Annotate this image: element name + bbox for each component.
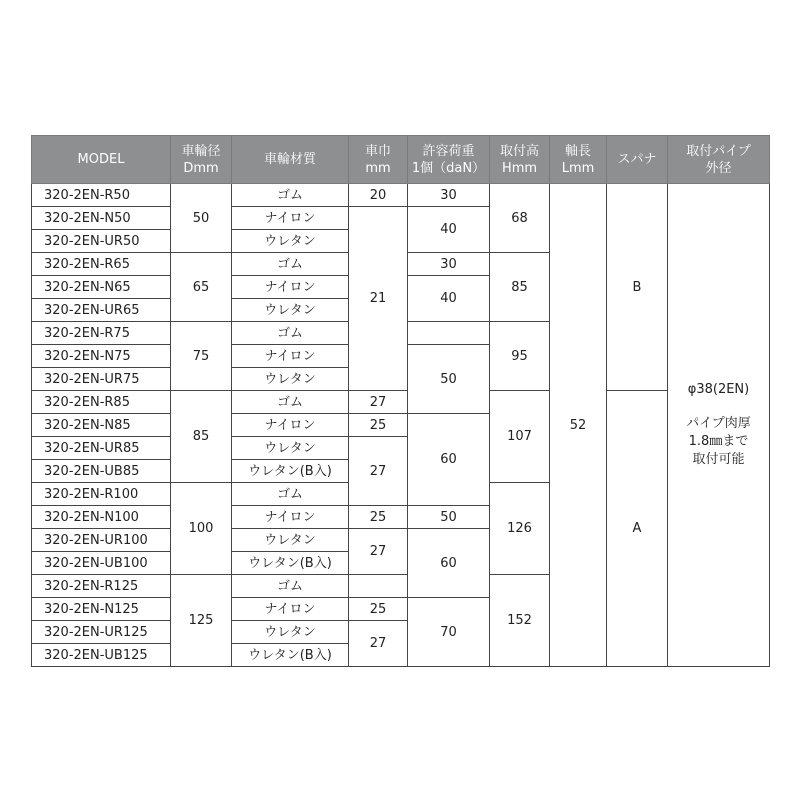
material-cell: ウレタン	[232, 529, 349, 552]
model-cell: 320-2EN-R65	[32, 253, 171, 276]
width-cell: 27	[349, 621, 408, 667]
width-cell: 27	[349, 437, 408, 506]
material-cell: ウレタン	[232, 621, 349, 644]
model-cell: 320-2EN-UR50	[32, 230, 171, 253]
load-cell: 40	[408, 207, 490, 253]
pipe-cell	[668, 184, 770, 667]
header-load: 許容荷重 1個（daN）	[408, 136, 490, 184]
diameter-cell: 125	[171, 575, 232, 667]
model-cell: 320-2EN-N75	[32, 345, 171, 368]
header-diameter: 車輪径 Dmm	[171, 136, 232, 184]
width-cell: 27	[349, 391, 408, 414]
model-cell: 320-2EN-UR100	[32, 529, 171, 552]
width-cell: 25	[349, 598, 408, 621]
height-cell: 152	[490, 575, 550, 667]
table-row	[32, 391, 770, 414]
pipe-mountable-text: 取付可能	[692, 452, 745, 467]
material-cell: ウレタン(B入)	[232, 552, 349, 575]
header-height: 取付高 Hmm	[490, 136, 550, 184]
material-cell: ナイロン	[232, 598, 349, 621]
height-cell: 68	[490, 184, 550, 253]
pipe-thickness-label: パイプ肉厚	[686, 416, 751, 431]
header-spanner: スパナ	[607, 136, 668, 184]
material-cell: ウレタン	[232, 230, 349, 253]
height-cell: 126	[490, 483, 550, 575]
model-cell: 320-2EN-UR65	[32, 299, 171, 322]
width-cell: 25	[349, 414, 408, 437]
height-cell: 85	[490, 253, 550, 322]
model-cell: 320-2EN-N125	[32, 598, 171, 621]
material-cell: ナイロン	[232, 506, 349, 529]
diameter-cell: 100	[171, 483, 232, 575]
load-cell: 50	[408, 506, 490, 529]
material-cell: ウレタン(B入)	[232, 460, 349, 483]
model-cell: 320-2EN-UR85	[32, 437, 171, 460]
model-cell: 320-2EN-R125	[32, 575, 171, 598]
load-cell: 70	[408, 598, 490, 667]
width-cell: 25	[349, 506, 408, 529]
header-model: MODEL	[32, 136, 171, 184]
load-cell: 60	[408, 529, 490, 598]
model-cell: 320-2EN-R75	[32, 322, 171, 345]
model-cell: 320-2EN-R50	[32, 184, 171, 207]
material-cell: ウレタン(B入)	[232, 644, 349, 667]
spec-table	[31, 135, 770, 667]
load-cell: 30	[408, 184, 490, 207]
header-row	[32, 136, 770, 184]
width-cell	[349, 575, 408, 598]
header-pipe: 取付パイプ 外径	[668, 136, 770, 184]
model-cell: 320-2EN-N100	[32, 506, 171, 529]
model-cell: 320-2EN-UB125	[32, 644, 171, 667]
axle-cell: 52	[550, 184, 607, 667]
model-cell: 320-2EN-UB85	[32, 460, 171, 483]
model-cell: 320-2EN-R100	[32, 483, 171, 506]
material-cell: ナイロン	[232, 207, 349, 230]
width-cell: 21	[349, 207, 408, 391]
material-cell: ゴム	[232, 253, 349, 276]
width-cell: 20	[349, 184, 408, 207]
diameter-cell: 75	[171, 322, 232, 391]
material-cell: ナイロン	[232, 276, 349, 299]
load-cell: 60	[408, 414, 490, 506]
diameter-cell: 50	[171, 184, 232, 253]
material-cell: ウレタン	[232, 437, 349, 460]
width-cell: 27	[349, 529, 408, 575]
pipe-thickness-value: 1.8㎜まで	[688, 434, 749, 449]
load-cell: 40	[408, 276, 490, 322]
load-cell	[408, 322, 490, 345]
material-cell: ウレタン	[232, 299, 349, 322]
material-cell: ゴム	[232, 483, 349, 506]
spanner-cell: A	[607, 391, 668, 667]
model-cell: 320-2EN-N50	[32, 207, 171, 230]
material-cell: ゴム	[232, 391, 349, 414]
material-cell: ナイロン	[232, 345, 349, 368]
header-material: 車輪材質	[232, 136, 349, 184]
model-cell: 320-2EN-N85	[32, 414, 171, 437]
material-cell: ゴム	[232, 575, 349, 598]
spanner-cell: B	[607, 184, 668, 391]
material-cell: ゴム	[232, 322, 349, 345]
material-cell: ナイロン	[232, 414, 349, 437]
pipe-diameter-text: φ38(2EN)	[687, 382, 750, 397]
table-body	[32, 184, 770, 667]
model-cell: 320-2EN-UB100	[32, 552, 171, 575]
model-cell: 320-2EN-R85	[32, 391, 171, 414]
load-cell: 50	[408, 345, 490, 414]
load-cell: 30	[408, 253, 490, 276]
height-cell: 95	[490, 322, 550, 391]
model-cell: 320-2EN-N65	[32, 276, 171, 299]
model-cell: 320-2EN-UR125	[32, 621, 171, 644]
material-cell: ウレタン	[232, 368, 349, 391]
diameter-cell: 85	[171, 391, 232, 483]
header-axle: 軸長 Lmm	[550, 136, 607, 184]
model-cell: 320-2EN-UR75	[32, 368, 171, 391]
header-width: 車巾 mm	[349, 136, 408, 184]
diameter-cell: 65	[171, 253, 232, 322]
height-cell: 107	[490, 391, 550, 483]
table-row	[32, 184, 770, 207]
material-cell: ゴム	[232, 184, 349, 207]
